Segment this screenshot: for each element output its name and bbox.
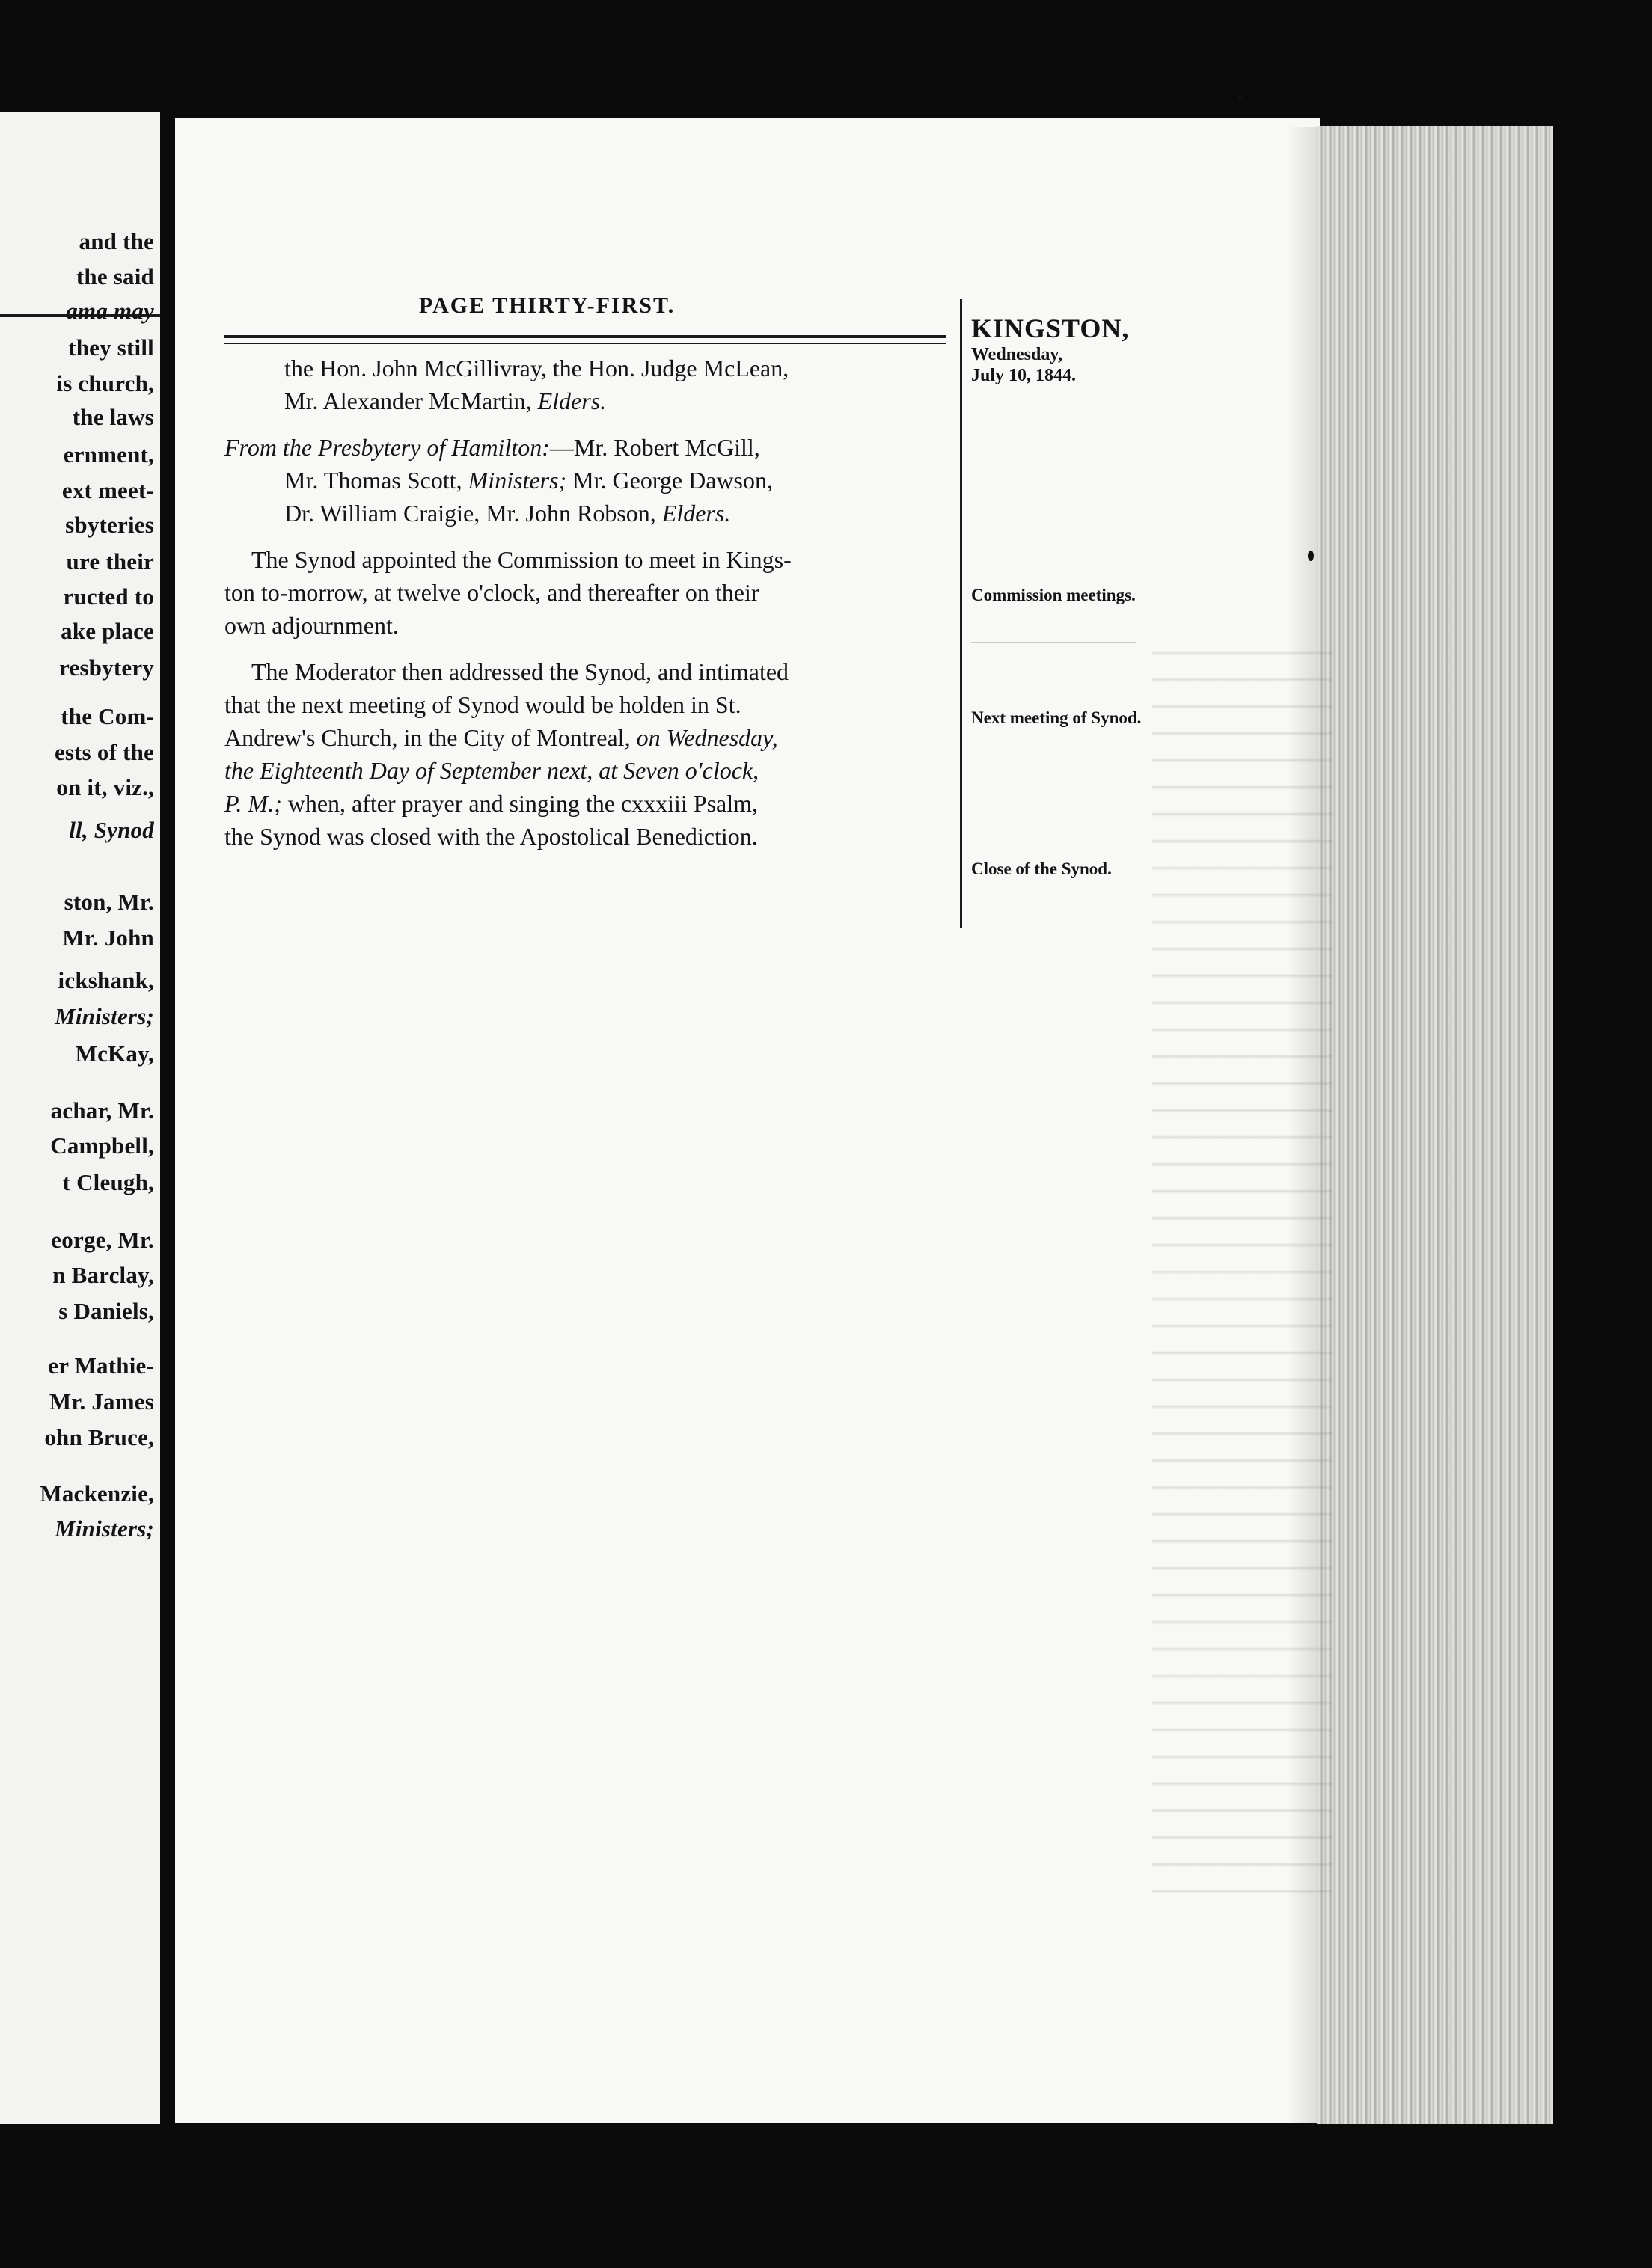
text-line: the Synod was closed with the Apostolical Benediction.	[224, 823, 758, 850]
note-rule	[971, 642, 1136, 643]
previous-page-line: on it, viz.,	[56, 774, 154, 800]
previous-page-fragment	[0, 112, 160, 2124]
book-page-edges	[1317, 126, 1553, 2124]
text-line: Mr. Thomas Scott, Ministers; Mr. George Dawson,	[284, 467, 773, 494]
previous-page-line: the laws	[72, 404, 154, 430]
previous-page-line: ests of the	[54, 739, 154, 765]
previous-page-line: Mr. James	[49, 1388, 154, 1415]
previous-page-line: Ministers;	[55, 1515, 154, 1542]
page-header: PAGE THIRTY-FIRST.	[419, 293, 676, 318]
previous-page-line: ama may	[66, 298, 154, 324]
previous-page-line: t Cleugh,	[62, 1169, 154, 1195]
sidebar-day: Wednesday,	[971, 345, 1063, 364]
header-rule	[224, 335, 946, 338]
text-line: From the Presbytery of Hamilton:—Mr. Robert McGill,	[224, 434, 760, 461]
previous-page-line: s Daniels,	[58, 1298, 154, 1324]
previous-page-line: ake place	[61, 618, 154, 644]
text-line: that the next meeting of Synod would be holden in St.	[224, 691, 741, 718]
previous-page-line: ohn Bruce,	[44, 1424, 154, 1450]
ink-speck	[1238, 94, 1242, 100]
previous-page-line: ure their	[66, 548, 154, 574]
text-line: the Eighteenth Day of September next, at Seven o'clock,	[224, 757, 759, 784]
previous-page-line: and the	[79, 228, 154, 254]
margin-rule	[960, 299, 962, 928]
bleed-through-index	[1152, 628, 1332, 1915]
previous-page-line: the said	[76, 263, 154, 289]
previous-page-line: Ministers;	[55, 1003, 154, 1029]
previous-page-line: Mackenzie,	[40, 1480, 154, 1507]
sidebar-place: KINGSTON,	[971, 313, 1130, 343]
previous-page-line: er Mathie-	[48, 1352, 154, 1379]
previous-page-line: ernment,	[63, 441, 154, 468]
previous-page-line: ext meet-	[61, 477, 154, 503]
previous-page-line: Campbell,	[50, 1133, 154, 1159]
text-line: ton to-morrow, at twelve o'clock, and thereafter on their	[224, 579, 759, 606]
minutes-text	[224, 352, 946, 853]
previous-page-line: the Com-	[61, 703, 154, 729]
margin-note-close: Close of the Synod.	[971, 859, 1112, 878]
previous-page-line: resbytery	[59, 655, 154, 681]
margin-note-commission: Commission meetings.	[971, 586, 1136, 604]
text-line: own adjournment.	[224, 612, 399, 639]
previous-page-line: ickshank,	[58, 967, 154, 993]
previous-page-line: ston, Mr.	[64, 889, 154, 915]
text-line: the Hon. John McGillivray, the Hon. Judge McLean,	[284, 355, 789, 381]
previous-page-line: sbyteries	[65, 512, 154, 538]
text-line: Dr. William Craigie, Mr. John Robson, Elders.	[284, 500, 731, 527]
previous-page-line: achar, Mr.	[50, 1097, 154, 1124]
margin-note-next-meeting: Next meeting of Synod.	[971, 708, 1142, 727]
previous-page-line: McKay,	[75, 1040, 154, 1067]
header-rule-thin	[224, 343, 946, 344]
text-line: The Synod appointed the Commission to meet in Kings-	[251, 546, 792, 573]
text-line: P. M.; when, after prayer and singing the cxxxiii Psalm,	[224, 790, 759, 817]
previous-page-line: they still	[68, 334, 154, 361]
ink-speck	[1308, 551, 1314, 561]
text-line: Mr. Alexander McMartin, Elders.	[284, 387, 607, 414]
text-line: The Moderator then addressed the Synod, and intimated	[251, 658, 789, 685]
previous-page-line: eorge, Mr.	[51, 1227, 154, 1253]
previous-page-line: n Barclay,	[52, 1262, 154, 1288]
previous-page-line: ructed to	[63, 583, 154, 610]
previous-page-line: is church,	[56, 370, 154, 396]
sidebar-date: July 10, 1844.	[971, 366, 1077, 385]
text-line: Andrew's Church, in the City of Montreal, on Wednesday,	[224, 724, 778, 751]
previous-page-line: Mr. John	[62, 925, 154, 951]
previous-page-line: ll, Synod	[69, 817, 154, 843]
